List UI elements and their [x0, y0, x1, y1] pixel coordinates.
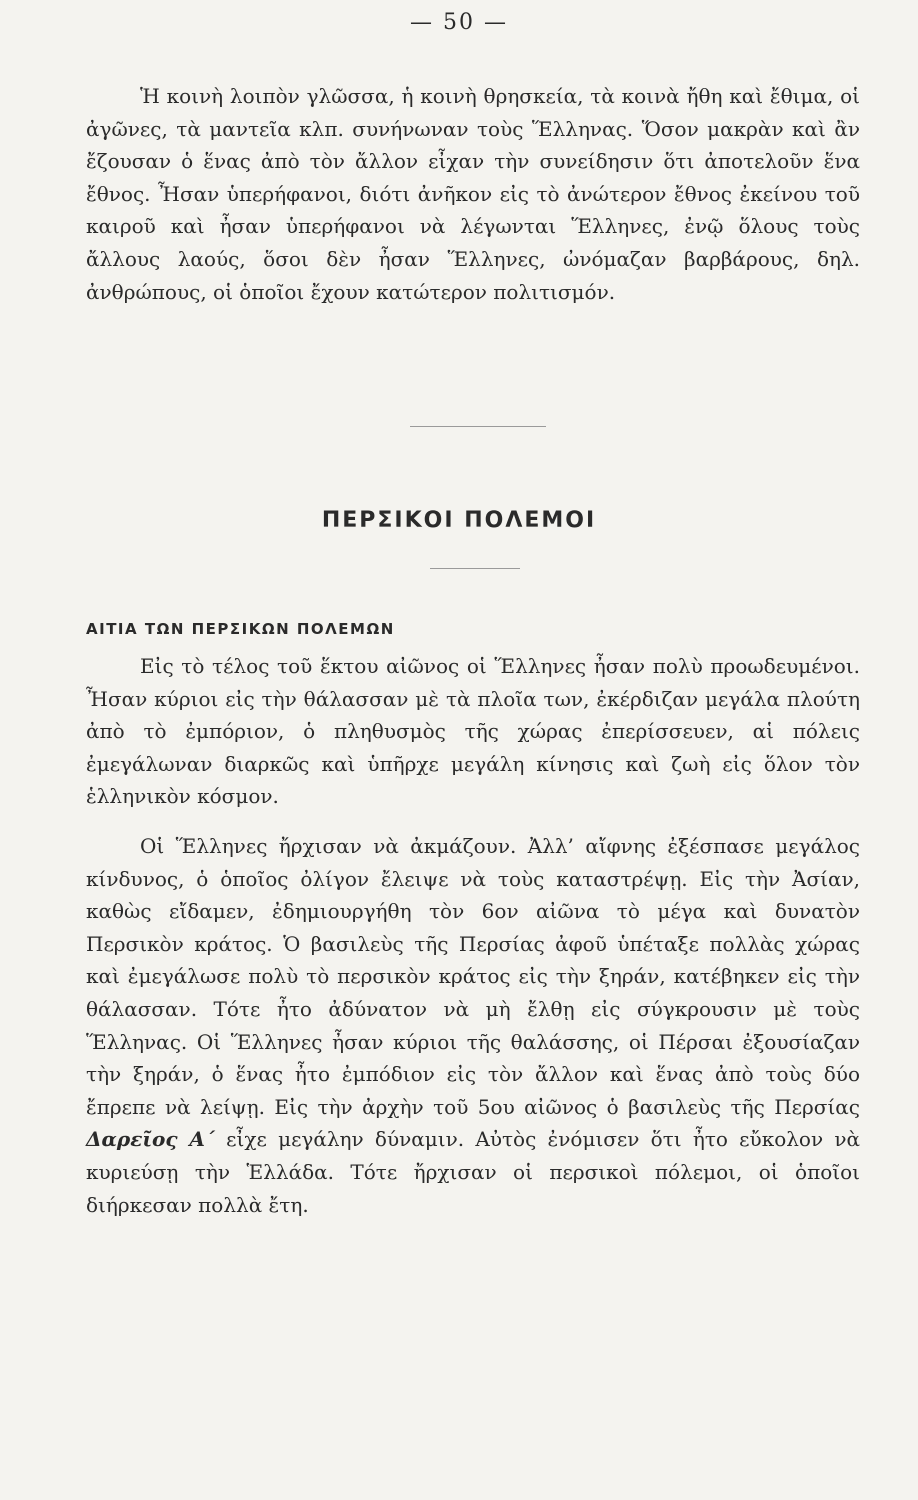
page-number: — 50 —	[410, 10, 508, 35]
section-divider-top	[410, 426, 546, 427]
subsection-heading: ΑΙΤΙΑ ΤΩΝ ΠΕΡΣΙΚΩΝ ΠΟΛΕΜΩΝ	[86, 620, 395, 638]
section-heading: ΠΕΡΣΙΚΟΙ ΠΟΛΕΜΟΙ	[321, 508, 597, 533]
paragraph-2-text-after-name: εἶχε μεγάλην δύναμιν. Αὐτὸς ἐνόμισεν ὅτι ἦτο εὔκολον νὰ κυριεύσῃ τὴν Ἑλλάδα. Τότε ἤρχισαν οἱ περσικοὶ πόλεμοι, οἱ ὁποῖοι διήρκεσαν πολλὰ ἔτη.	[86, 1127, 861, 1217]
section-divider-bottom	[430, 568, 520, 569]
paragraph-2-text-before-name: Οἱ Ἕλληνες ἤρχισαν νὰ ἀκμάζουν. Ἀλλ’ αἴφνης ἐξέσπασε μεγάλος κίνδυνος, ὁ ὁποῖος ὀλίγον ἔλειψε νὰ τοὺς καταστρέψῃ. Εἰς τὴν Ἀσίαν, καθὼς εἴδαμεν, ἐδημιουργήθη τὸν 6ον αἰῶνα τὸ μέγα καὶ δυνατὸν Περσικὸν κράτος. Ὁ βασιλεὺς τῆς Περσίας ἀφοῦ ὑπέταξε πολλὰς χώρας καὶ ἐμεγάλωσε πολὺ τὸ περσικὸν κράτος εἰς τὴν ξηράν, κατέβηκεν εἰς τὴν θάλασσαν. Τότε ἦτο ἀδύνατον νὰ μὴ ἔλθῃ εἰς σύγκρουσιν μὲ τοὺς Ἕλληνας. Οἱ Ἕλληνες ἦσαν κύριοι τῆς θαλάσσης, οἱ Πέρσαι ἐξουσίαζαν τὴν ξηράν, ὁ ἕνας ἦτο ἐμπόδιον εἰς τὸν ἄλλον καὶ ἕνας ἀπὸ τοὺς δύο ἔπρεπε νὰ λείψῃ. Εἰς τὴν ἀρχὴν τοῦ 5ου αἰῶνος ὁ βασιλεὺς τῆς Περσίας	[86, 834, 860, 1119]
intro-paragraph: Ἡ κοινὴ λοιπὸν γλῶσσα, ἡ κοινὴ θρησκεία, τὰ κοινὰ ἤθη καὶ ἔθιμα, οἱ ἀγῶνες, τὰ μαντεῖα κλπ. συνήνωναν τοὺς Ἕλληνας. Ὅσον μακρὰν καὶ ἂν ἔζουσαν ὁ ἕνας ἀπὸ τὸν ἄλλον εἶχαν τὴν συνείδησιν ὅτι ἀποτελοῦν ἕνα ἔθνος. Ἦσαν ὑπερήφανοι, διότι ἀνῆκον εἰς τὸ ἀνώτερον ἔθνος ἐκείνου τοῦ καιροῦ καὶ ἦσαν ὑπερήφανοι νὰ λέγωνται Ἕλληνες, ἐνῷ ὅλους τοὺς ἄλλους λαούς, ὅσοι δὲν ἦσαν Ἕλληνες, ὠνόμαζαν βαρβάρους, δηλ. ἀνθρώπους, οἱ ὁποῖοι ἔχουν κατώτερον πολιτισμόν.	[86, 84, 860, 304]
body-paragraph-1: Εἰς τὸ τέλος τοῦ ἕκτου αἰῶνος οἱ Ἕλληνες ἦσαν πολὺ προωδευμένοι. Ἦσαν κύριοι εἰς τὴν θάλασσαν μὲ τὰ πλοῖα των, ἐκέρδιζαν μεγάλα πλούτη ἀπὸ τὸ ἐμπόριον, ὁ πληθυσμὸς τῆς χώρας ἐπερίσσευεν, αἱ πόλεις ἐμεγάλωναν διαρκῶς καὶ ὑπῆρχε μεγάλη κίνησις καὶ ζωὴ εἰς ὅλον τὸν ἑλληνικὸν κόσμον.	[86, 654, 860, 809]
emphasized-name: Δαρεῖος Α΄	[86, 1127, 215, 1152]
body-paragraph-2	[86, 830, 860, 1221]
